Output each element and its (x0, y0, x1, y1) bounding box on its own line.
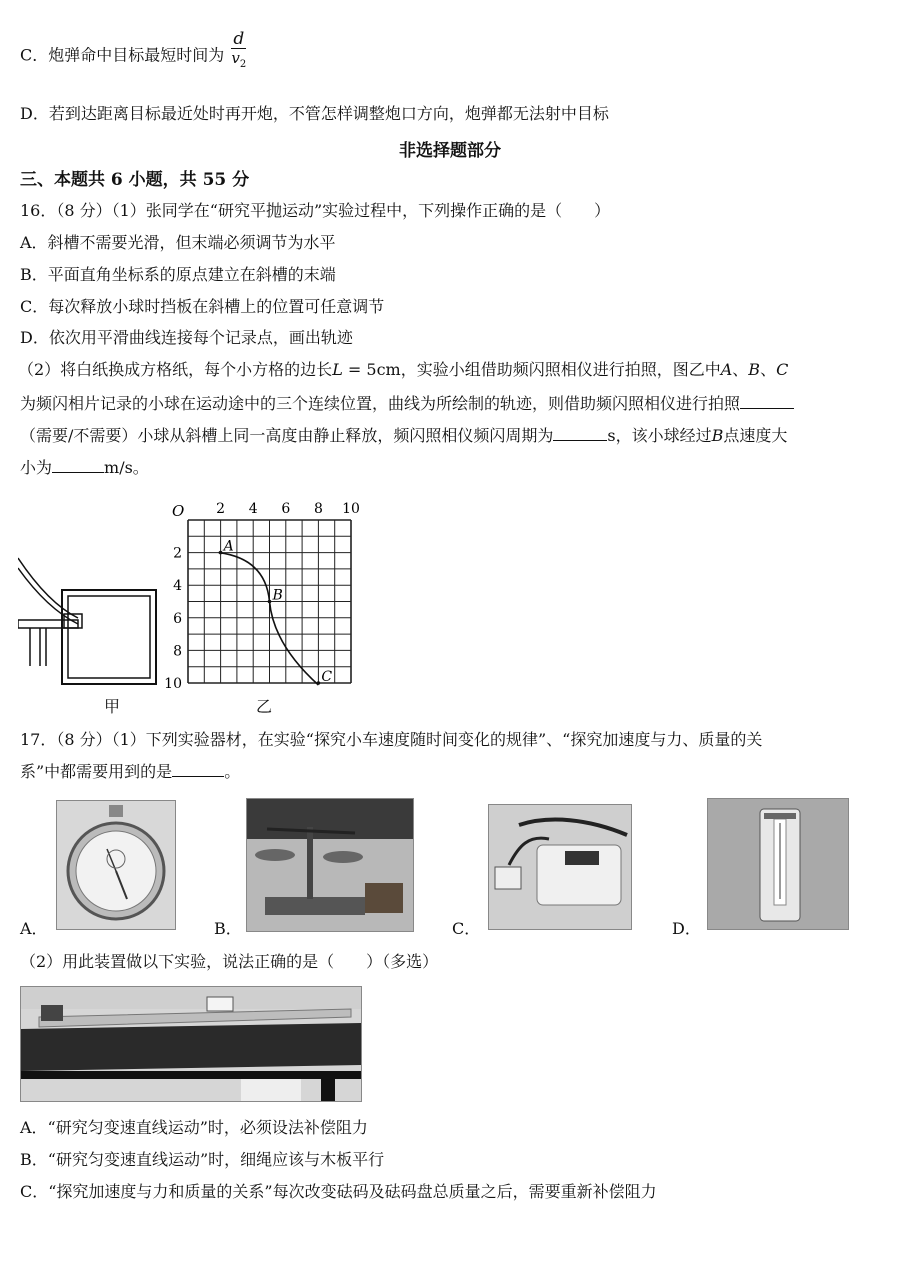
q16-option-a: A．斜槽不需要光滑，但末端必须调节为水平 (20, 233, 336, 252)
grid-origin-label: O (172, 502, 185, 520)
q16-part2-line1: （2）将白纸换成方格纸，每个小方格的边长L = 5cm，实验小组借助频闪照相仪进行拍照，图乙中A、B、C (18, 360, 789, 379)
point-label-c: C (321, 669, 333, 685)
fraction-denominator: $v_2$ (231, 49, 247, 70)
q15-option-c-text: C．炮弹命中目标最短时间为 (20, 45, 225, 65)
q17-part2-option-a: A．“研究匀变速直线运动”时，必须设法补偿阻力 (20, 1118, 368, 1137)
grid-y-tick-label: 4 (173, 578, 182, 595)
q15-fraction (231, 30, 246, 74)
q16-stem: 16．（8 分）（1）张同学在“研究平抛运动”实验过程中，下列操作正确的是（ ） (20, 201, 611, 220)
q16-option-c: C．每次释放小球时挡板在斜槽上的位置可任意调节 (20, 297, 385, 316)
section-title: 非选择题部分 (399, 141, 501, 161)
grid-x-tick-label: 6 (281, 501, 291, 517)
fraction-numerator: d (233, 29, 245, 49)
q17-photo-label-a: A． (20, 919, 48, 938)
grid-y-tick-label: 2 (173, 545, 182, 562)
q17-photo-label-d: D． (672, 919, 701, 938)
q15-option-c (20, 29, 247, 78)
answer-blank-2[interactable] (553, 440, 607, 441)
q16-part2-line4: 小为 m/s。 (20, 458, 149, 477)
grid-y-tick-label: 8 (173, 643, 182, 660)
q15-option-d: D．若到达距离目标最近处时再开炮，不管怎样调整炮口方向，炮弹都无法射中目标 (20, 104, 609, 123)
grid-y-tick-label: 6 (173, 610, 182, 627)
q17-stem-line1: 17．（8 分）（1）下列实验器材，在实验“探究小车速度随时间变化的规律”、“探究加速度与力、质量的关 (20, 730, 763, 749)
balance-scale-photo (246, 798, 414, 932)
grid-y-tick-label: 10 (164, 676, 182, 692)
point-label-b: B (272, 587, 283, 604)
part3-heading: 三、本题共 6 小题，共 55 分 (20, 170, 250, 190)
q17-part2-stem: （2）用此装置做以下实验，说法正确的是（ ）（多选） (20, 952, 439, 971)
trajectory-point-a (219, 551, 223, 555)
grid-x-tick-label: 2 (216, 501, 226, 517)
figure-yi-label: 乙 (256, 697, 273, 716)
spring-scale-photo (707, 798, 849, 930)
figure-jia-label: 甲 (104, 697, 121, 716)
stopwatch-photo (56, 800, 176, 930)
grid-x-tick-label: 10 (342, 501, 360, 517)
point-label-a: A (223, 538, 234, 555)
q16-option-d: D．依次用平滑曲线连接每个记录点，画出轨迹 (20, 328, 353, 347)
q17-photo-label-c: C． (452, 919, 481, 938)
grid-x-tick-label: 8 (313, 501, 323, 517)
q16-part2-line2: 为频闪相片记录的小球在运动途中的三个连续位置，曲线为所绘制的轨迹，则借助频闪照相仪进行拍照 (20, 394, 794, 414)
answer-blank-1[interactable] (740, 408, 794, 409)
figure-jia (18, 548, 168, 718)
trajectory-point-b (268, 600, 272, 604)
trajectory-point-c (317, 681, 321, 685)
q16-part2-line3: （需要/不需要）小球从斜槽上同一高度由静止释放，频闪照相仪频闪周期为 s，该小球经过B点速度大 (20, 426, 788, 445)
grid-x-tick-label: 4 (248, 501, 258, 517)
answer-blank-3[interactable] (52, 472, 104, 473)
figure-yi-grid (160, 496, 380, 692)
q17-photo-label-b: B． (214, 919, 242, 938)
timer-device-photo (488, 804, 632, 930)
trajectory-curve (219, 553, 319, 685)
apparatus-photo (20, 986, 362, 1102)
q17-part2-option-b: B．“研究匀变速直线运动”时，细绳应该与木板平行 (20, 1150, 385, 1169)
q16-option-b: B．平面直角坐标系的原点建立在斜槽的末端 (20, 265, 336, 284)
q17-part2-option-c: C．“探究加速度与力和质量的关系”每次改变砝码及砝码盘总质量之后，需要重新补偿阻力 (20, 1182, 657, 1201)
answer-blank-4[interactable] (172, 776, 224, 777)
q17-stem-line2: 系”中都需要用到的是 。 (20, 762, 241, 781)
